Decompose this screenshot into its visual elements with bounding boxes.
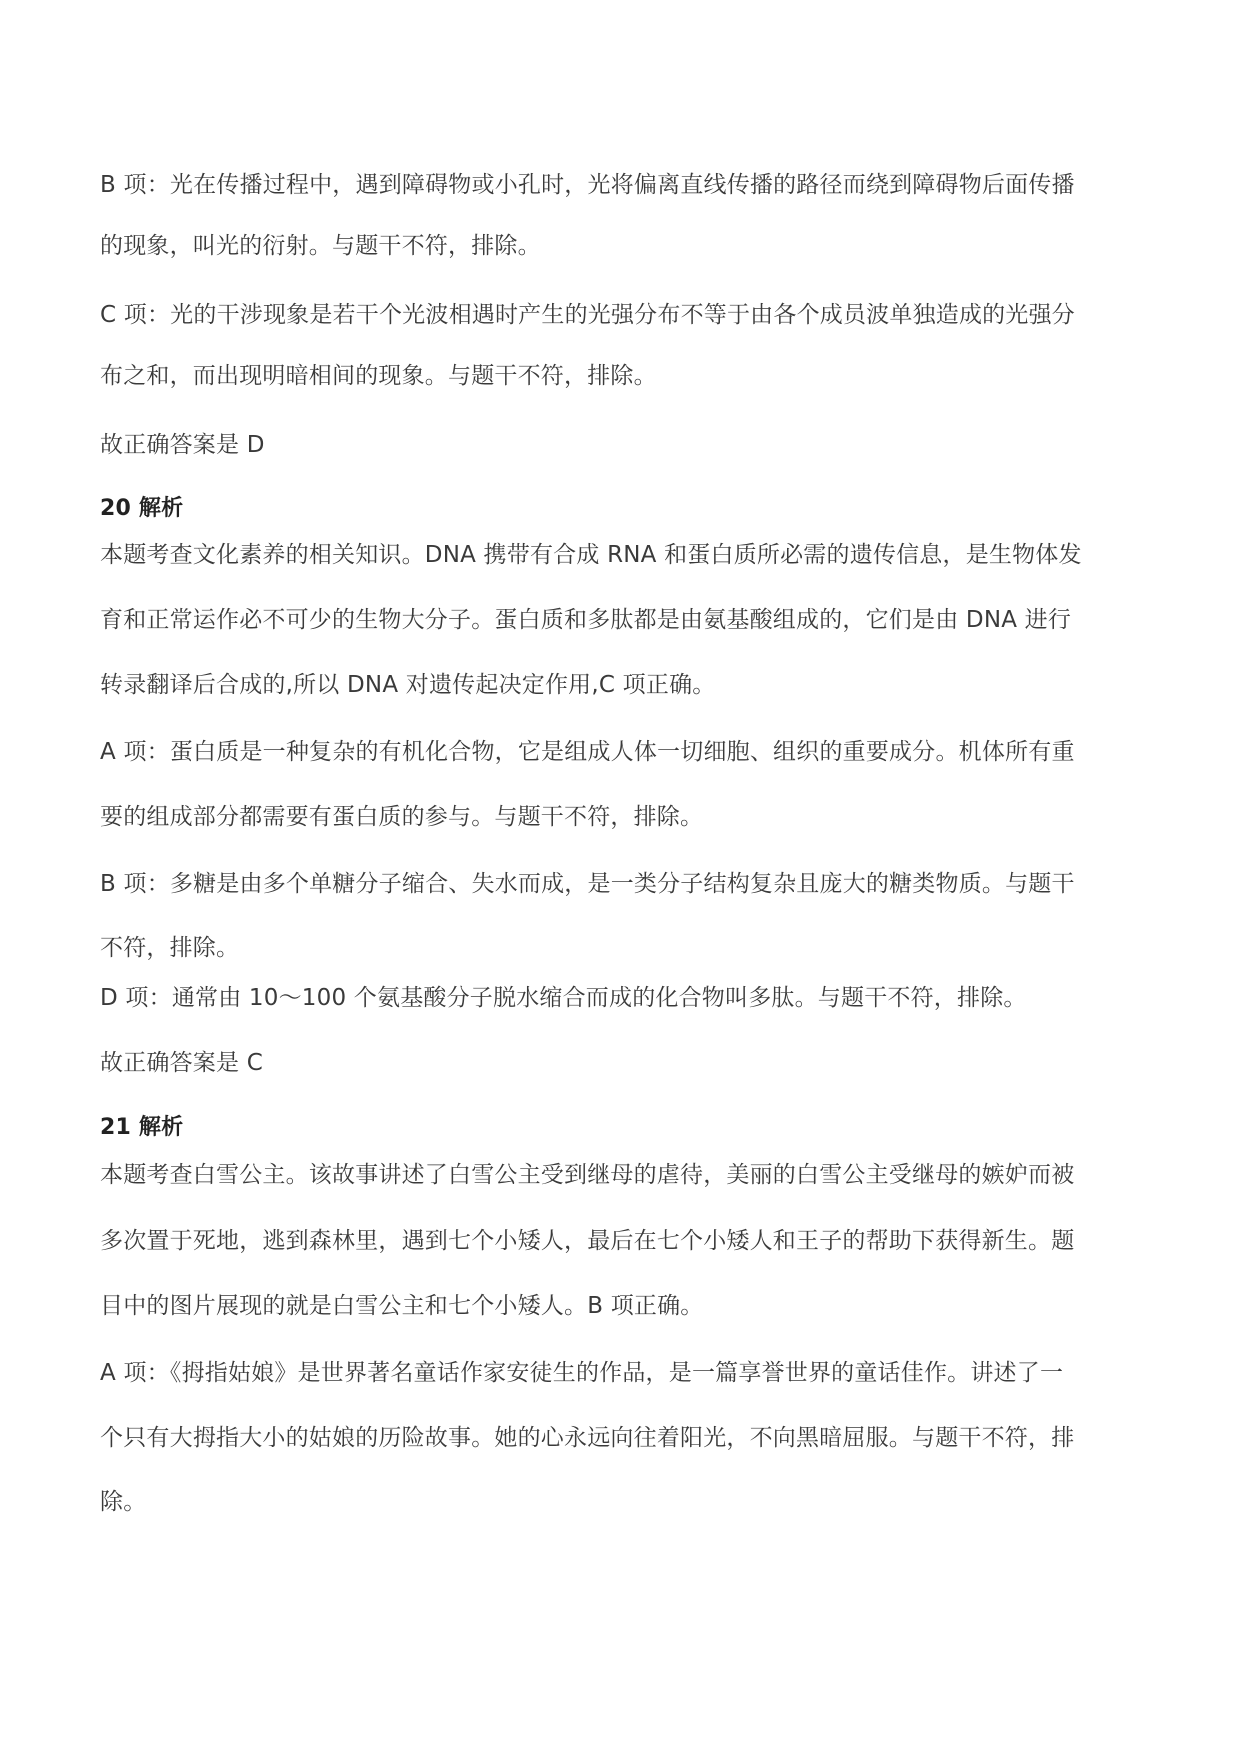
answer-line: 故正确答案是 D [100, 432, 265, 458]
paragraph-line: 的现象，叫光的衍射。与题干不符，排除。 [100, 233, 541, 259]
paragraph-line: 除。 [100, 1489, 147, 1515]
section-heading: 20 解析 [100, 496, 184, 521]
paragraph-line: 要的组成部分都需要有蛋白质的参与。与题干不符，排除。 [100, 804, 704, 830]
paragraph-line: 个只有大拇指大小的姑娘的历险故事。她的心永远向往着阳光，不向黑暗屈服。与题干不符，排 [100, 1425, 1075, 1451]
paragraph-line: 目中的图片展现的就是白雪公主和七个小矮人。B 项正确。 [100, 1293, 704, 1319]
paragraph-line: 本题考查文化素养的相关知识。DNA 携带有合成 RNA 和蛋白质所必需的遗传信息，是生物体发 [100, 542, 1082, 568]
paragraph-line: B 项：多糖是由多个单糖分子缩合、失水而成，是一类分子结构复杂且庞大的糖类物质。与题干 [100, 871, 1075, 897]
paragraph-line: A 项：《拇指姑娘》是世界著名童话作家安徒生的作品，是一篇享誉世界的童话佳作。讲述了一 [100, 1360, 1064, 1386]
paragraph-line: 转录翻译后合成的,所以 DNA 对遗传起决定作用,C 项正确。 [100, 672, 716, 698]
paragraph-line: 多次置于死地，逃到森林里，遇到七个小矮人，最后在七个小矮人和王子的帮助下获得新生。题 [100, 1228, 1075, 1254]
paragraph-line: 布之和，而出现明暗相间的现象。与题干不符，排除。 [100, 363, 657, 389]
answer-line: 故正确答案是 C [100, 1050, 263, 1076]
paragraph-line: B 项：光在传播过程中，遇到障碍物或小孔时，光将偏离直线传播的路径而绕到障碍物后面传播 [100, 172, 1075, 198]
paragraph-line: 育和正常运作必不可少的生物大分子。蛋白质和多肽都是由氨基酸组成的，它们是由 DNA 进行 [100, 607, 1072, 633]
paragraph-line: D 项：通常由 10～100 个氨基酸分子脱水缩合而成的化合物叫多肽。与题干不符，排除。 [100, 985, 1027, 1011]
section-heading: 21 解析 [100, 1115, 184, 1140]
paragraph-line: C 项：光的干涉现象是若干个光波相遇时产生的光强分布不等于由各个成员波单独造成的光强分 [100, 302, 1075, 328]
paragraph-line: A 项：蛋白质是一种复杂的有机化合物，它是组成人体一切细胞、组织的重要成分。机体所有重 [100, 739, 1075, 765]
paragraph-line: 本题考查白雪公主。该故事讲述了白雪公主受到继母的虐待，美丽的白雪公主受继母的嫉妒而被 [100, 1162, 1075, 1188]
paragraph-line: 不符，排除。 [100, 935, 240, 961]
